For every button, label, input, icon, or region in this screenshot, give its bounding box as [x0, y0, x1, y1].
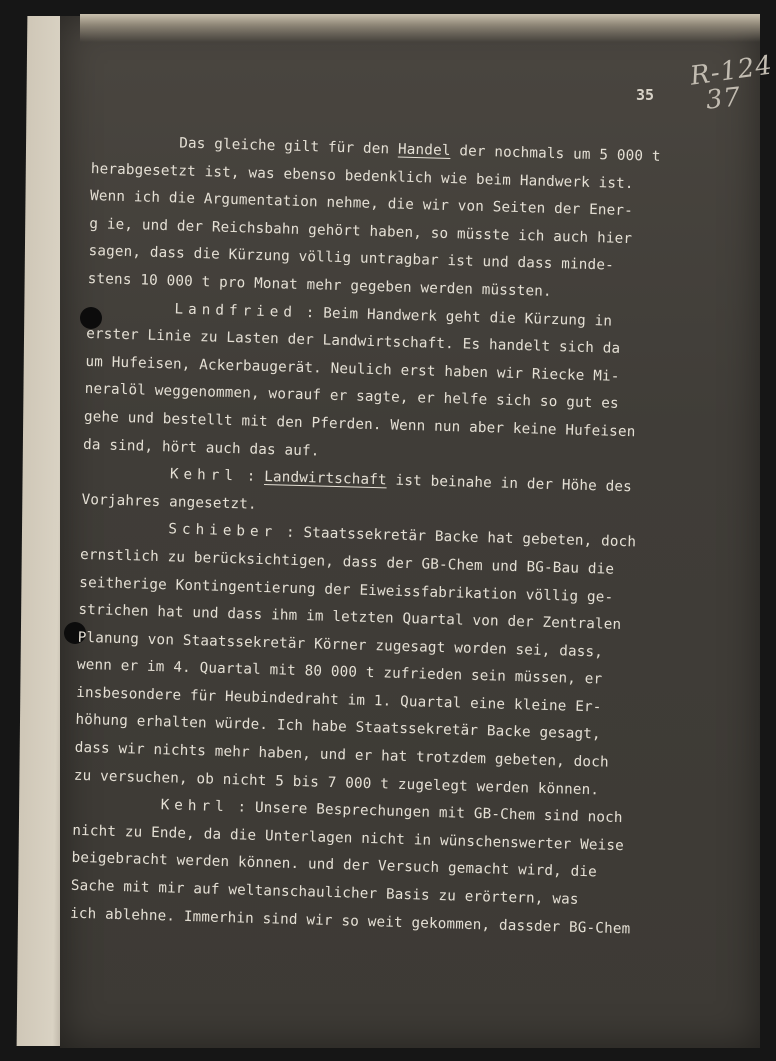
- text-segment: der nochmals um 5 000 t: [450, 143, 661, 165]
- text-segment: : Staatssekretär Backe hat gebeten, doch: [277, 524, 637, 551]
- text-segment: sagen, dass die Kürzung völlig untragbar ist und dass minde-: [88, 243, 615, 274]
- text-segment: Das gleiche gilt für den: [91, 132, 399, 158]
- text-segment: beigebracht werden können. und der Versuch gemacht wird, die: [71, 850, 598, 881]
- speaker-name: Schieber: [168, 521, 278, 541]
- text-segment: höhung erhalten würde. Ich habe Staatssekretär Backe gesagt,: [75, 712, 601, 743]
- text-segment: neralöl weggenommen, worauf er sagte, er helfe sich so gut es: [84, 381, 619, 413]
- text-segment: : Unsere Besprechungen mit GB-Chem sind noch: [228, 799, 623, 827]
- text-segment: seitherige Kontingentierung der Eiweissfabrikation völlig ge-: [79, 574, 614, 606]
- pencil-mark-number: 37: [704, 82, 743, 116]
- text-segment: : Beim Handwerk geht die Kürzung in: [296, 304, 613, 330]
- text-segment: um Hufeisen, Ackerbaugerät. Neulich erst haben wir Riecke Mi-: [85, 353, 620, 385]
- underlined-term: Handel: [397, 141, 451, 160]
- text-segment: herabgesetzt ist, was ebenso bedenklich wie beim Handwerk ist.: [90, 160, 634, 192]
- text-segment: ernstlich zu berücksichtigen, dass der GB-Chem und BG-Bau die: [79, 546, 615, 578]
- text-segment: erster Linie zu Lasten der Landwirtschaft. Es handelt sich da: [86, 326, 621, 357]
- text-segment: Vorjahres angesetzt.: [81, 491, 257, 513]
- text-segment: insbesondere für Heubindedraht im 1. Quartal eine kleine Er-: [76, 684, 602, 716]
- text-segment: da sind, hört auch das auf.: [82, 436, 320, 460]
- text-segment: Sache mit mir auf weltanschaulicher Basis zu erörtern, was: [70, 877, 579, 908]
- text-segment: stens 10 000 t pro Monat mehr gegeben werden müssten.: [87, 270, 552, 300]
- speaker-name: Kehrl: [160, 797, 229, 816]
- text-segment: ist beinahe in der Höhe des: [386, 472, 633, 496]
- text-segment: ich ablehne. Immerhin sind wir so weit gekommen, dassder BG-Chem: [69, 905, 631, 937]
- speaker-name: Kehrl: [169, 466, 239, 485]
- page-number: 35: [636, 86, 655, 104]
- underlined-term: Landwirtschaft: [264, 469, 388, 489]
- document-body: [70, 128, 702, 945]
- pencil-mark-document-id: R-124: [688, 50, 775, 92]
- text-segment: wenn er im 4. Quartal mit 80 000 t zufrieden sein müssen, er: [76, 657, 603, 688]
- text-segment: strichen hat und dass ihm im letzten Quartal von der Zentralen: [78, 601, 622, 634]
- text-segment: Wenn ich die Argumentation nehme, die wir von Seiten der Ener-: [89, 188, 634, 220]
- speaker-name: Landfried: [174, 300, 298, 321]
- page-top-edge: [80, 14, 760, 42]
- text-segment: gehe und bestellt mit den Pferden. Wenn nun aber keine Hufeisen: [83, 408, 636, 441]
- text-segment: g ie, und der Reichsbahn gehört haben, so müsste ich auch hier: [89, 215, 633, 247]
- text-segment: zu versuchen, ob nicht 5 bis 7 000 t zugelegt werden können.: [73, 767, 600, 799]
- text-segment: nicht zu Ende, da die Unterlagen nicht in wünschenswerter Weise: [72, 822, 625, 854]
- text-segment: Planung von Staatssekretär Körner zugesagt worden sei, dass,: [77, 629, 604, 661]
- text-segment: :: [237, 468, 265, 486]
- text-segment: dass wir nichts mehr haben, und er hat trotzdem gebeten, doch: [74, 739, 609, 771]
